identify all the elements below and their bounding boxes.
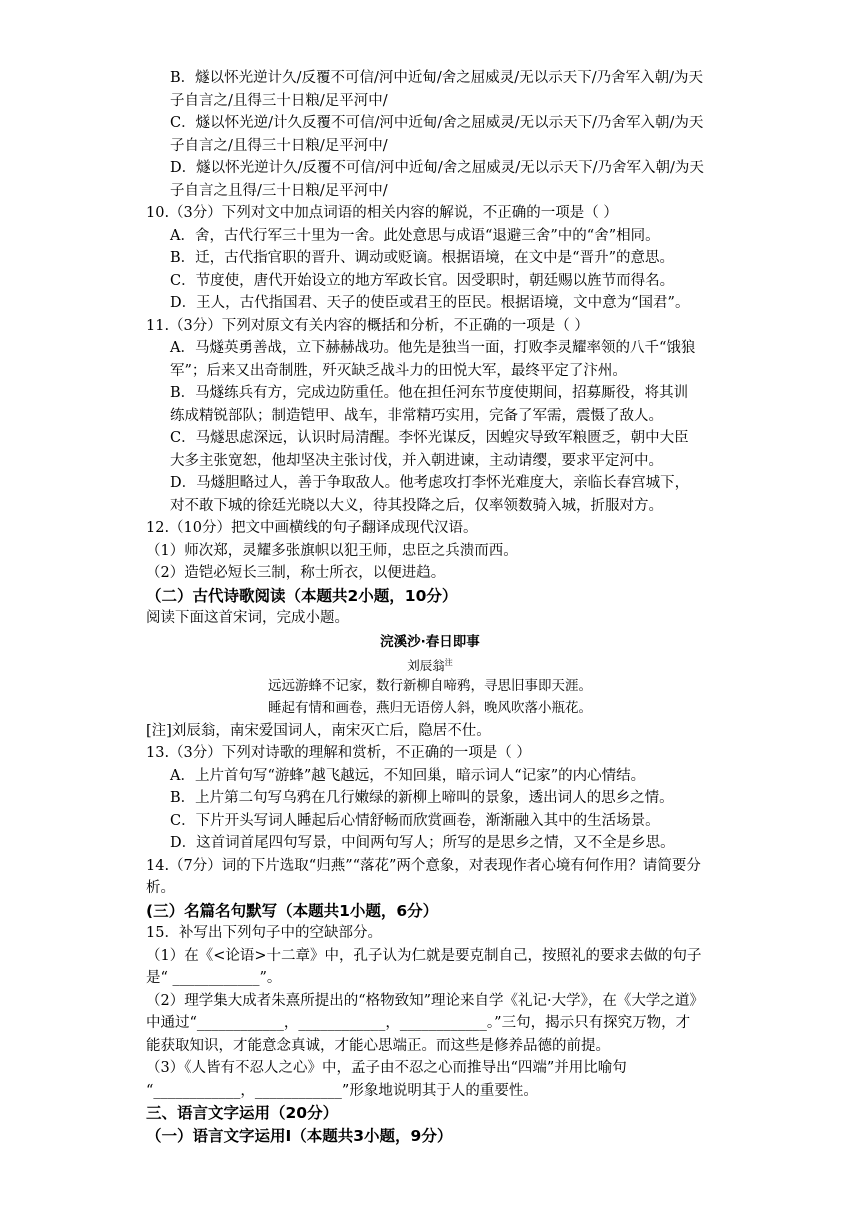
q12-item-1: （1）师次郑，灵耀多张旗帜以犯王师，忠臣之兵溃而西。 (146, 543, 518, 559)
option-c-line1: C．燧以怀光逆/计久反覆不可信/河中近甸/舍之屈威灵/无以示天下/乃舍军入朝/为天 (170, 115, 704, 131)
question-10: 10.（3分）下列对文中加点词语的相关内容的解说，不正确的一项是（ ） (146, 205, 618, 221)
poem-title: 浣溪沙·春日即事 (380, 634, 480, 650)
option-c-line2: 子自言之/且得三十日粮/足平河中/ (170, 138, 388, 154)
section-heading-poetry: （二）古代诗歌阅读（本题共2小题，10分） (146, 587, 458, 605)
section-heading-dictation: (三）名篇名句默写（本题共1小题，6分） (146, 902, 439, 920)
q15-item-3-line1: （3）《人皆有不忍人之心》中，孟子由不忍之心而推导出“四端”并用比喻句 (146, 1060, 627, 1076)
poetry-instruction: 阅读下面这首宋词，完成小题。 (146, 610, 349, 626)
option-b-line2: 子自言之/且得三十日粮/足平河中/ (170, 93, 388, 109)
q15-item-1-line2: 是“ ____________”。 (146, 970, 282, 986)
q12-item-2: （2）造铠必短长三制，称士所衣，以便进趋。 (146, 565, 446, 581)
question-15: 15．补写出下列句子中的空缺部分。 (146, 925, 382, 941)
poem-line-2: 睡起有情和画卷，燕归无语傍人斜，晚风吹落小瓶花。 (268, 700, 592, 716)
q15-item-1-line1: （1）在《<论语>十二章》中，孔子认为仁就是要克制自己，按照礼的要求去做的句子 (146, 948, 702, 964)
q15-item-3-line2: “____________，____________”形象地说明其于人的重要性。 (146, 1083, 538, 1099)
option-d-line2: 子自言之且得/三十日粮/足平河中/ (170, 183, 388, 199)
poem-author-note-mark: 注 (444, 658, 453, 667)
q10-option-b: B．迁，古代指官职的晋升、调动或贬谪。根据语境，在文中是“晋升”的意思。 (170, 250, 674, 266)
q13-option-b: B．上片第二句写乌鸦在几行嫩绿的新柳上啼叫的景象，透出词人的思乡之情。 (170, 790, 674, 806)
poem-line-1: 远远游蜂不记家，数行新柳自啼鸦，寻思旧事即天涯。 (268, 678, 592, 694)
poem-note: [注]刘辰翁，南宋爱国词人，南宋灭亡后，隐居不仕。 (146, 723, 491, 739)
q10-option-a: A．舍，古代行军三十里为一舍。此处意思与成语“退避三舍”中的“舍”相同。 (170, 228, 660, 244)
question-14-line2: 析。 (146, 880, 175, 896)
q15-item-2-line3: 能获取知识，才能意念真诚，才能心思端正。而这些是修养品德的前提。 (146, 1038, 610, 1054)
q15-item-2-line1: （2）理学集大成者朱熹所提出的“格物致知”理论来自学《礼记·大学》，在《大学之道》 (146, 993, 704, 1009)
q11-option-b-line1: B．马燧练兵有方，完成边防重任。他在担任河东节度使期间，招募厮役，将其训 (170, 385, 689, 401)
section-heading-language: 三、语言文字运用（20分） (146, 1104, 339, 1122)
option-b-line1: B．燧以怀光逆计久/反覆不可信/河中近甸/舍之屈威灵/无以示天下/乃舍军入朝/为天 (170, 70, 703, 86)
q13-option-d: D．这首词首尾四句写景，中间两句写人；所写的是思乡之情，又不全是乡思。 (170, 835, 675, 851)
poem-author-name: 刘辰翁 (407, 658, 445, 674)
q10-option-c: C．节度使，唐代开始设立的地方军政长官。因受职时，朝廷赐以旌节而得名。 (170, 273, 675, 289)
question-11: 11.（3分）下列对原文有关内容的概括和分析，不正确的一项是（ ） (146, 318, 589, 334)
q11-option-c-line2: 大多主张宽恕，他却坚决主张讨伐，并入朝进谏，主动请缨，要求平定河中。 (170, 453, 663, 469)
q11-option-c-line1: C．马燧思虑深远，认识时局清醒。李怀光谋反，因蝗灾导致军粮匮乏，朝中大臣 (170, 430, 689, 446)
q11-option-d-line1: D．马燧胆略过人，善于争取敌人。他考虑攻打李怀光难度大，亲临长春宫城下， (170, 475, 690, 491)
option-d-line1: D．燧以怀光逆计久/反覆不可信/河中近甸/舍之屈威灵/无以示天下/乃舍军入朝/为天 (170, 160, 704, 176)
question-14-line1: 14.（7分）词的下片选取“归燕”“落花”两个意象，对表现作者心境有何作用？请简要分 (146, 858, 701, 874)
q11-option-a-line1: A．马燧英勇善战，立下赫赫战功。他先是独当一面，打败李灵耀率领的八千“饿狼 (170, 340, 696, 356)
q11-option-a-line2: 军”；后来又出奇制胜，歼灭缺乏战斗力的田悦大军，最终平定了汴州。 (170, 363, 627, 379)
q11-option-b-line2: 练成精锐部队；制造铠甲、战车，非常精巧实用，完备了军需，震慑了敌人。 (170, 408, 663, 424)
poem-author (0, 653, 860, 676)
question-12: 12.（10分）把文中画横线的句子翻译成现代汉语。 (146, 520, 478, 536)
subsection-heading-language-1: （一）语言文字运用Ⅰ（本题共3小题，9分） (146, 1127, 453, 1145)
q10-option-d: D．王人，古代指国君、天子的使臣或君王的臣民。根据语境，文中意为“国君”。 (170, 295, 690, 311)
q11-option-d-line2: 对不敢下城的徐廷光晓以大义，待其投降之后，仅率领数骑入城，折服对方。 (170, 498, 663, 514)
q13-option-a: A．上片首句写“游蜂”越飞越远，不知回巢，暗示词人“记家”的内心情结。 (170, 768, 646, 784)
q15-item-2-line2: 中通过“____________，____________，____________。”三句，揭示只有探究万物，才 (146, 1015, 691, 1031)
question-13: 13.（3分）下列对诗歌的理解和赏析，不正确的一项是（ ） (146, 745, 531, 761)
q13-option-c: C．下片开头写词人睡起后心情舒畅而欣赏画卷，渐渐融入其中的生活场景。 (170, 813, 660, 829)
